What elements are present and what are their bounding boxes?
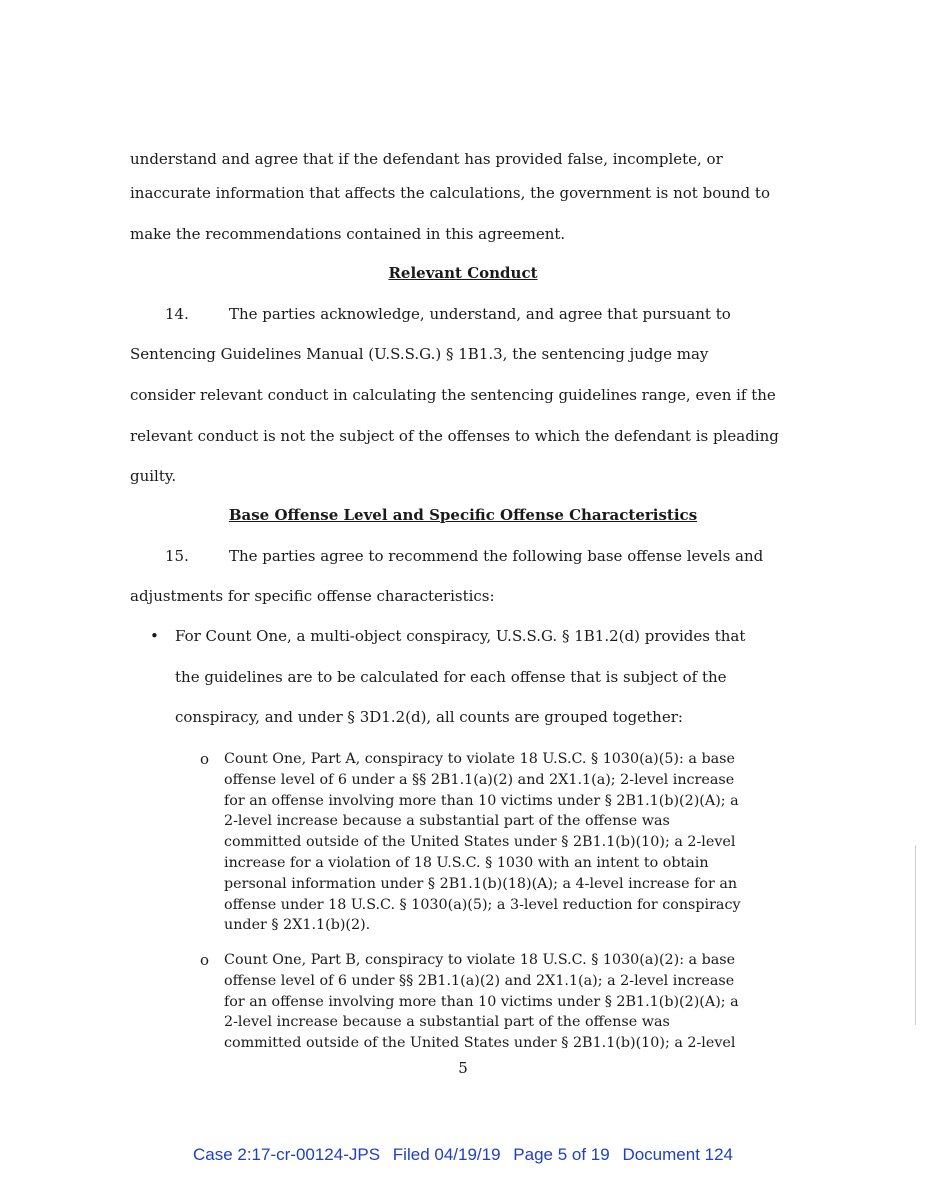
bullet-line-2: the guidelines are to be calculated for each offense that is subject of the [175,668,727,686]
scan-margin-mark [915,845,916,1025]
sub-item-a-line-3: for an offense involving more than 10 victims under § 2B1.1(b)(2)(A); a [224,792,739,809]
paragraph-14-number: 14. [165,305,189,323]
bullet-line-3: conspiracy, and under § 3D1.2(d), all counts are grouped together: [175,708,683,726]
sub-item-b-line-3: for an offense involving more than 10 victims under § 2B1.1(b)(2)(A); a [224,993,739,1010]
sub-item-a-line-2: offense level of 6 under a §§ 2B1.1(a)(2) and 2X1.1(a); 2-level increase [224,771,735,788]
intro-line-3: make the recommendations contained in this agreement. [130,225,566,243]
sub-item-b-marker: o [200,951,210,969]
paragraph-15-line-2: adjustments for specific offense characteristics: [130,587,495,605]
footer-document-number: Document 124 [622,1145,734,1164]
sub-item-a-line-1: Count One, Part A, conspiracy to violate 18 U.S.C. § 1030(a)(5): a base [224,751,735,767]
bullet-line-1: For Count One, a multi-object conspiracy, U.S.S.G. § 1B1.2(d) provides that [175,627,746,645]
sub-item-a-line-5: committed outside of the United States under § 2B1.1(b)(10); a 2-level [224,834,736,851]
footer-case-number: Case 2:17-cr-00124-JPS [192,1145,381,1164]
paragraph-14-line-4: relevant conduct is not the subject of the offenses to which the defendant is pleading [130,427,779,445]
intro-line-1: understand and agree that if the defendant has provided false, incomplete, or [130,150,723,168]
sub-item-a-line-4: 2-level increase because a substantial part of the offense was [224,813,670,830]
paragraph-15-line-1: The parties agree to recommend the following base offense levels and [229,547,764,565]
sub-item-b-line-4: 2-level increase because a substantial part of the offense was [224,1014,670,1031]
sub-item-a [224,749,784,936]
sub-item-a-line-6: increase for a violation of 18 U.S.C. § 1030 with an intent to obtain [224,854,709,871]
paragraph-15-number: 15. [165,547,189,565]
sub-item-a-marker: o [200,750,210,768]
sub-item-b [224,950,784,1054]
base-offense-heading: Base Offense Level and Specific Offense Characteristics [228,506,698,524]
sub-item-a-line-9: under § 2X1.1(b)(2). [224,917,371,934]
relevant-conduct-heading: Relevant Conduct [388,264,538,282]
sub-item-b-line-1: Count One, Part B, conspiracy to violate 18 U.S.C. § 1030(a)(2): a base [224,952,736,968]
page-number: 5 [458,1059,468,1077]
paragraph-14-line-5: guilty. [130,467,177,485]
paragraph-14-line-2: Sentencing Guidelines Manual (U.S.S.G.) § 1B1.3, the sentencing judge may [130,345,709,363]
sub-item-a-line-7: personal information under § 2B1.1(b)(18)(A); a 4-level increase for an [224,875,738,892]
sub-item-a-line-8: offense under 18 U.S.C. § 1030(a)(5); a 3-level reduction for conspiracy [224,896,741,913]
footer-page-count: Page 5 of 19 [513,1145,610,1164]
sub-item-b-line-5: committed outside of the United States under § 2B1.1(b)(10); a 2-level [224,1035,736,1052]
sub-item-b-line-2: offense level of 6 under §§ 2B1.1(a)(2) and 2X1.1(a); a 2-level increase [224,972,735,989]
intro-line-2: inaccurate information that affects the calculations, the government is not bound to [130,184,770,202]
paragraph-14-line-1: The parties acknowledge, understand, and agree that pursuant to [229,305,731,323]
footer-filed-date: Filed 04/19/19 [392,1145,501,1164]
paragraph-14-line-3: consider relevant conduct in calculating the sentencing guidelines range, even if the [130,386,776,404]
bullet-marker: • [150,627,159,645]
case-footer [0,1145,926,1165]
